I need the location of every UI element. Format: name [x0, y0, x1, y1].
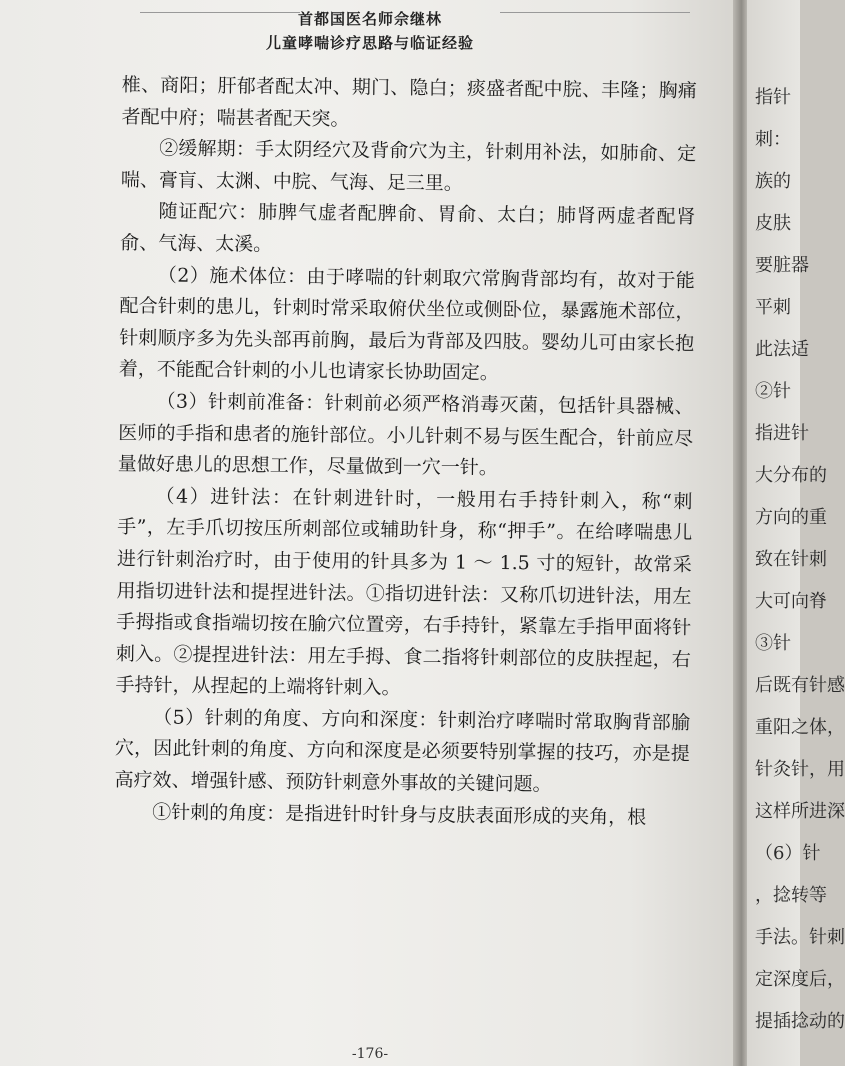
paragraph: （4）进针法：在针刺进针时，一般用右手持针刺入，称“刺手”，左手爪切按压所刺部位或辅助针身，称“押手”。在给哮喘患儿进行针刺治疗时，由于使用的针具多为 1 ～ 1.5 寸的短针，故常采用指切进针法和提捏进针法。①指切进针法：又称爪切进针法，用左手拇指或食指端切按在腧穴位置旁，右手持针，紧靠左手指甲面将针刺入。②提捏进针法：用左手拇、食二指将针刺部位的皮肤捏起，右手持针，从捏起的上端将针刺入。	[115, 485, 693, 700]
facing-line: 要脏器	[755, 255, 809, 276]
facing-line: 皮肤	[755, 213, 791, 234]
running-header-subtitle: 儿童哮喘诊疗思路与临证经验	[265, 34, 474, 52]
paragraph: （3）针刺前准备：针刺前必须严格消毒灭菌，包括针具器械、医师的手指和患者的施针部位。小儿针刺不易与医生配合，针前应尽量做好患儿的思想工作，尽量做到一穴一针。	[117, 390, 694, 480]
facing-line: 手法。针刺	[755, 927, 845, 948]
facing-line: 后既有针感	[755, 675, 845, 696]
paragraph: ①针刺的角度：是指进针时针身与皮肤表面形成的夹角，根	[152, 801, 647, 829]
facing-line: ③针	[755, 633, 791, 654]
facing-line: 定深度后，	[755, 969, 845, 990]
facing-line: ，捻转等	[755, 885, 827, 906]
facing-line: 大可向脊	[755, 591, 827, 612]
running-header-title: 首都国医名师佘继林	[297, 10, 442, 28]
facing-line: 指针	[755, 87, 791, 108]
facing-line: ②针	[755, 381, 791, 402]
facing-line: 这样所进深	[755, 801, 845, 822]
paragraph: （5）针刺的角度、方向和深度：针刺治疗哮喘时常取胸背部腧穴，因此针刺的角度、方向和深度是必须要特别掌握的技巧，亦是提高疗效、增强针感、预防针刺意外事故的关键问题。	[114, 706, 691, 796]
facing-line: 重阳之体，	[755, 717, 845, 738]
facing-line: 针灸针，用	[755, 759, 845, 780]
facing-line: 平刺	[755, 297, 791, 318]
facing-line: 提插捻动的	[755, 1011, 845, 1032]
facing-line: 此法适	[755, 339, 809, 360]
facing-line: 大分布的	[755, 465, 827, 486]
facing-page-text	[755, 78, 845, 1044]
paragraph: ②缓解期：手太阴经穴及背俞穴为主，针刺用补法，如肺俞、定喘、膏肓、太渊、中脘、气海、足三里。	[120, 137, 697, 195]
facing-line: 刺：	[755, 129, 791, 150]
paragraph: 随证配穴：肺脾气虚者配脾俞、胃俞、太白；肺肾两虚者配肾俞、气海、太溪。	[120, 200, 696, 256]
facing-line: 指进针	[755, 423, 809, 444]
facing-line: 族的	[755, 171, 791, 192]
facing-line: 致在针刺	[755, 549, 827, 570]
paragraph: （2）施术体位：由于哮喘的针刺取穴常胸背部均有，故对于能配合针刺的患儿，针刺时常采取俯伏坐位或侧卧位，暴露施术部位，针刺顺序多为先头部再前胸，最后为背部及四肢。婴幼儿可由家长抱着，不能配合针刺的小儿也请家长协助固定。	[118, 263, 695, 385]
facing-line: 方向的重	[755, 507, 827, 528]
body-text	[114, 70, 697, 834]
page-number: -176-	[351, 1046, 389, 1062]
paragraph: 椎、商阳；肝郁者配太冲、期门、隐白；痰盛者配中脘、丰隆；胸痛者配中府；喘甚者配天突。	[121, 73, 697, 130]
book-page-right	[747, 0, 845, 1066]
facing-line: （6）针	[755, 843, 821, 864]
book-spine	[733, 0, 747, 1066]
